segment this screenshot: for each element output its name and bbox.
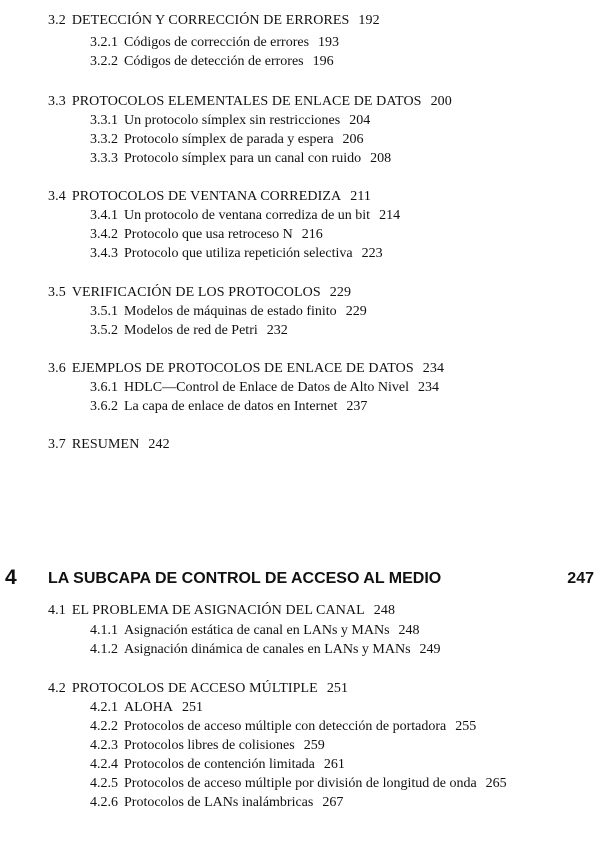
page-number: 211 (350, 189, 372, 204)
page-number: 196 (312, 54, 334, 69)
subsection-number: 3.3.3 (90, 151, 118, 166)
section-title: EJEMPLOS DE PROTOCOLOS DE ENLACE DE DATOS (71, 361, 414, 376)
page-number: 214 (379, 208, 401, 223)
subsection-number: 3.2.1 (90, 35, 118, 50)
subsection-number: 3.4.1 (90, 208, 118, 223)
toc-subsection-3-6-1 (90, 380, 439, 396)
page-number: 216 (301, 227, 323, 242)
subsection-number: 3.5.1 (90, 304, 118, 319)
page-number: 234 (422, 361, 445, 376)
subsection-title: Protocolos de LANs inalámbricas (124, 795, 314, 810)
subsection-title: Protocolo símplex para un canal con ruido (124, 151, 362, 166)
chapter-page-number: 247 (567, 570, 594, 587)
subsection-number: 4.1.2 (90, 642, 118, 657)
toc-subsection-3-2-1 (90, 35, 339, 51)
toc-subsection-4-2-5 (90, 776, 507, 792)
toc-subsection-4-2-2 (90, 719, 476, 735)
toc-section-3-3 (48, 94, 452, 110)
subsection-number: 3.6.2 (90, 399, 118, 414)
page-number: 223 (361, 246, 383, 261)
subsection-title: Asignación dinámica de canales en LANs y MANs (124, 642, 411, 657)
page-number: 242 (148, 437, 170, 452)
toc-subsection-3-4-2 (90, 227, 323, 243)
subsection-number: 4.2.2 (90, 719, 118, 734)
subsection-number: 4.2.5 (90, 776, 118, 791)
toc-section-3-7 (48, 437, 170, 453)
subsection-number: 4.2.1 (90, 700, 118, 715)
section-title: DETECCIÓN Y CORRECCIÓN DE ERRORES (71, 13, 350, 28)
toc-section-4-2 (48, 681, 348, 697)
subsection-number: 4.2.4 (90, 757, 118, 772)
page-number: 208 (370, 151, 392, 166)
toc-subsection-3-3-3 (90, 151, 391, 167)
page-number: 204 (349, 113, 371, 128)
subsection-title: Protocolo que utiliza repetición selectiva (124, 246, 353, 261)
page-number: 267 (322, 795, 344, 810)
subsection-title: Modelos de red de Petri (124, 323, 258, 338)
section-number: 3.5 (48, 285, 66, 300)
toc-subsection-3-4-3 (90, 246, 383, 262)
subsection-title: Protocolos de acceso múltiple por división de longitud de onda (124, 776, 477, 791)
page-number: 193 (318, 35, 340, 50)
subsection-number: 4.1.1 (90, 623, 118, 638)
toc-subsection-3-4-1 (90, 208, 400, 224)
toc-subsection-4-2-4 (90, 757, 345, 773)
toc-section-3-2 (48, 13, 380, 29)
toc-subsection-4-2-6 (90, 795, 343, 811)
section-number: 3.3 (48, 94, 66, 109)
section-number: 3.4 (48, 189, 66, 204)
subsection-number: 3.6.1 (90, 380, 118, 395)
toc-subsection-4-1-2 (90, 642, 441, 658)
chapter-number: 4 (5, 566, 17, 589)
page-number: 248 (398, 623, 420, 638)
section-number: 4.1 (48, 603, 66, 618)
section-title: PROTOCOLOS DE ACCESO MÚLTIPLE (71, 681, 318, 696)
subsection-number: 4.2.3 (90, 738, 118, 753)
page-number: 229 (329, 285, 352, 300)
toc-subsection-4-2-1 (90, 700, 203, 716)
subsection-number: 3.4.3 (90, 246, 118, 261)
subsection-title: Un protocolo símplex sin restricciones (124, 113, 341, 128)
subsection-title: ALOHA (124, 700, 173, 715)
page-number: 192 (358, 13, 380, 28)
page-number: 200 (430, 94, 452, 109)
chapter-title: LA SUBCAPA DE CONTROL DE ACCESO AL MEDIO (48, 570, 442, 587)
toc-subsection-4-1-1 (90, 623, 420, 639)
page-number: 251 (182, 700, 203, 715)
section-title: RESUMEN (71, 437, 140, 452)
section-title: EL PROBLEMA DE ASIGNACIÓN DEL CANAL (71, 603, 365, 618)
subsection-title: Un protocolo de ventana corrediza de un bit (124, 208, 371, 223)
subsection-title: Protocolo símplex de parada y espera (124, 132, 334, 147)
subsection-number: 3.2.2 (90, 54, 118, 69)
subsection-title: Protocolos de contención limitada (124, 757, 315, 772)
subsection-title: Protocolos de acceso múltiple con detección de portadora (124, 719, 447, 734)
subsection-number: 3.5.2 (90, 323, 118, 338)
section-number: 4.2 (48, 681, 66, 696)
toc-subsection-3-2-2 (90, 54, 334, 70)
page-number: 261 (323, 757, 345, 772)
subsection-title: La capa de enlace de datos en Internet (124, 399, 338, 414)
subsection-number: 4.2.6 (90, 795, 118, 810)
subsection-title: Códigos de detección de errores (124, 54, 304, 69)
subsection-number: 3.3.2 (90, 132, 118, 147)
toc-subsection-3-3-1 (90, 113, 370, 129)
page-number: 255 (455, 719, 477, 734)
toc-section-3-6 (48, 361, 444, 377)
page-number: 265 (485, 776, 507, 791)
subsection-title: Modelos de máquinas de estado finito (124, 304, 337, 319)
section-number: 3.7 (48, 437, 66, 452)
subsection-title: Protocolo que usa retroceso N (124, 227, 293, 242)
section-number: 3.2 (48, 13, 66, 28)
page-number: 232 (266, 323, 288, 338)
page-number: 251 (326, 681, 349, 696)
subsection-number: 3.4.2 (90, 227, 118, 242)
toc-subsection-3-5-2 (90, 323, 288, 339)
page-number: 248 (373, 603, 396, 618)
section-title: VERIFICACIÓN DE LOS PROTOCOLOS (71, 285, 321, 300)
toc-section-3-5 (48, 285, 351, 301)
subsection-title: Códigos de corrección de errores (124, 35, 310, 50)
page-number: 234 (418, 380, 439, 395)
subsection-title: Protocolos libres de colisiones (124, 738, 295, 753)
toc-section-4-1 (48, 603, 395, 619)
section-title: PROTOCOLOS ELEMENTALES DE ENLACE DE DATOS (71, 94, 422, 109)
page-number: 206 (342, 132, 364, 147)
page-number: 237 (346, 399, 368, 414)
section-title: PROTOCOLOS DE VENTANA CORREDIZA (71, 189, 342, 204)
page-number: 229 (345, 304, 367, 319)
page-number: 259 (303, 738, 325, 753)
section-number: 3.6 (48, 361, 66, 376)
toc-subsection-3-5-1 (90, 304, 367, 320)
toc-subsection-3-6-2 (90, 399, 367, 415)
page-number: 249 (419, 642, 441, 657)
toc-section-3-4 (48, 189, 371, 205)
toc-subsection-4-2-3 (90, 738, 325, 754)
toc-subsection-3-3-2 (90, 132, 364, 148)
subsection-title: Asignación estática de canal en LANs y MANs (124, 623, 390, 638)
subsection-title: HDLC—Control de Enlace de Datos de Alto Nivel (124, 380, 409, 395)
subsection-number: 3.3.1 (90, 113, 118, 128)
